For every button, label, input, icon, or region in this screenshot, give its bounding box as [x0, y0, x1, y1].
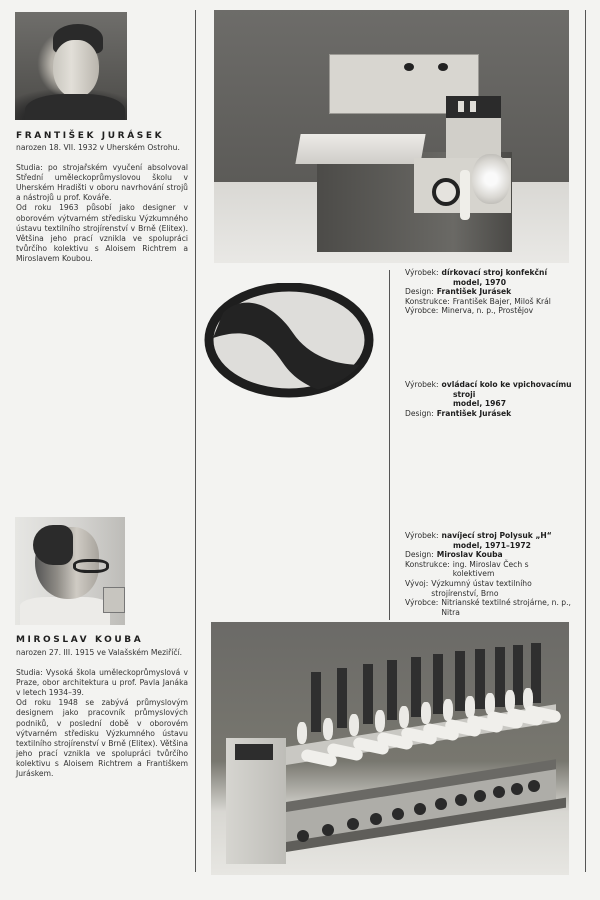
designer-born: narozen 27. III. 1915 ve Valašském Meziříčí. — [16, 648, 183, 657]
control-wheel-photo — [203, 283, 378, 398]
designer-name: FRANTIŠEK JURÁSEK — [16, 131, 165, 141]
designer-bio — [16, 143, 188, 264]
middle-rule — [389, 270, 390, 620]
portrait-frantisek-jurasek — [15, 12, 127, 120]
buttonhole-sewing-machine-photo — [214, 10, 569, 263]
caption-control-wheel: Výrobek: ovládací kolo ke vpichovacímu stroji model, 1967 Design: František Jurásek — [405, 380, 572, 418]
caption-winding-machine: Výrobek: navíjecí stroj Polysuk „H“ model, 1971–1972 Design: Miroslav Kouba Konstrukce: ing. Miroslav Čech s kolektivem Vývoj: Výzkumný ústav textilního strojírenství, Brno Výrobce: Nitrianské textilné strojárne, n. p., Nitra — [405, 531, 571, 617]
designer-bio-studies: Studia: po strojařském vyučení absolvoval Střední uměleckoprůmyslovou školu v Uherském Hradišti v oboru navrhování strojů a nástrojů u prof. Kováře. — [16, 163, 188, 203]
designer-bio-career: Od roku 1948 se zabývá průmyslovým designem jako pracovník průmyslových podniků, v poslední době v oborovém výtvarném středisku Výzkumného ústavu textilního strojírenství v Brně (Elitex). Většina jeho prací vznikla ve spolupráci tvůrčího kolektivu s Aloisem Richtrem a Františkem Juráskem. — [16, 698, 188, 779]
right-edge-rule — [585, 10, 586, 872]
designer-bio-studies: Studia: Vysoká škola uměleckoprůmyslová v Praze, obor architektura u prof. Pavla Janáka v letech 1934–39. — [16, 668, 188, 698]
left-column-rule — [195, 10, 196, 872]
winding-machine-photo — [211, 622, 569, 875]
designer-bio-career: Od roku 1963 působí jako designer v oborovém výtvarném středisku Výzkumného ústavu textilního strojírenství v Brně (Elitex). Většina jeho prací vznikla ve spolupráci tvůrčího kolektivu s Aloisem Richtrem a Miroslavem Koubou. — [16, 203, 188, 263]
designer-born: narozen 18. VII. 1932 v Uherském Ostrohu. — [16, 143, 180, 152]
portrait-miroslav-kouba — [15, 517, 125, 625]
designer-name: MIROSLAV KOUBA — [16, 635, 144, 645]
caption-sewing-machine: Výrobek: dírkovací stroj konfekční model, 1970 Design: František Jurásek Konstrukce: František Bajer, Miloš Král Výrobce: Minerva, n. p., Prostějov — [405, 268, 551, 316]
designer-bio — [16, 648, 188, 779]
